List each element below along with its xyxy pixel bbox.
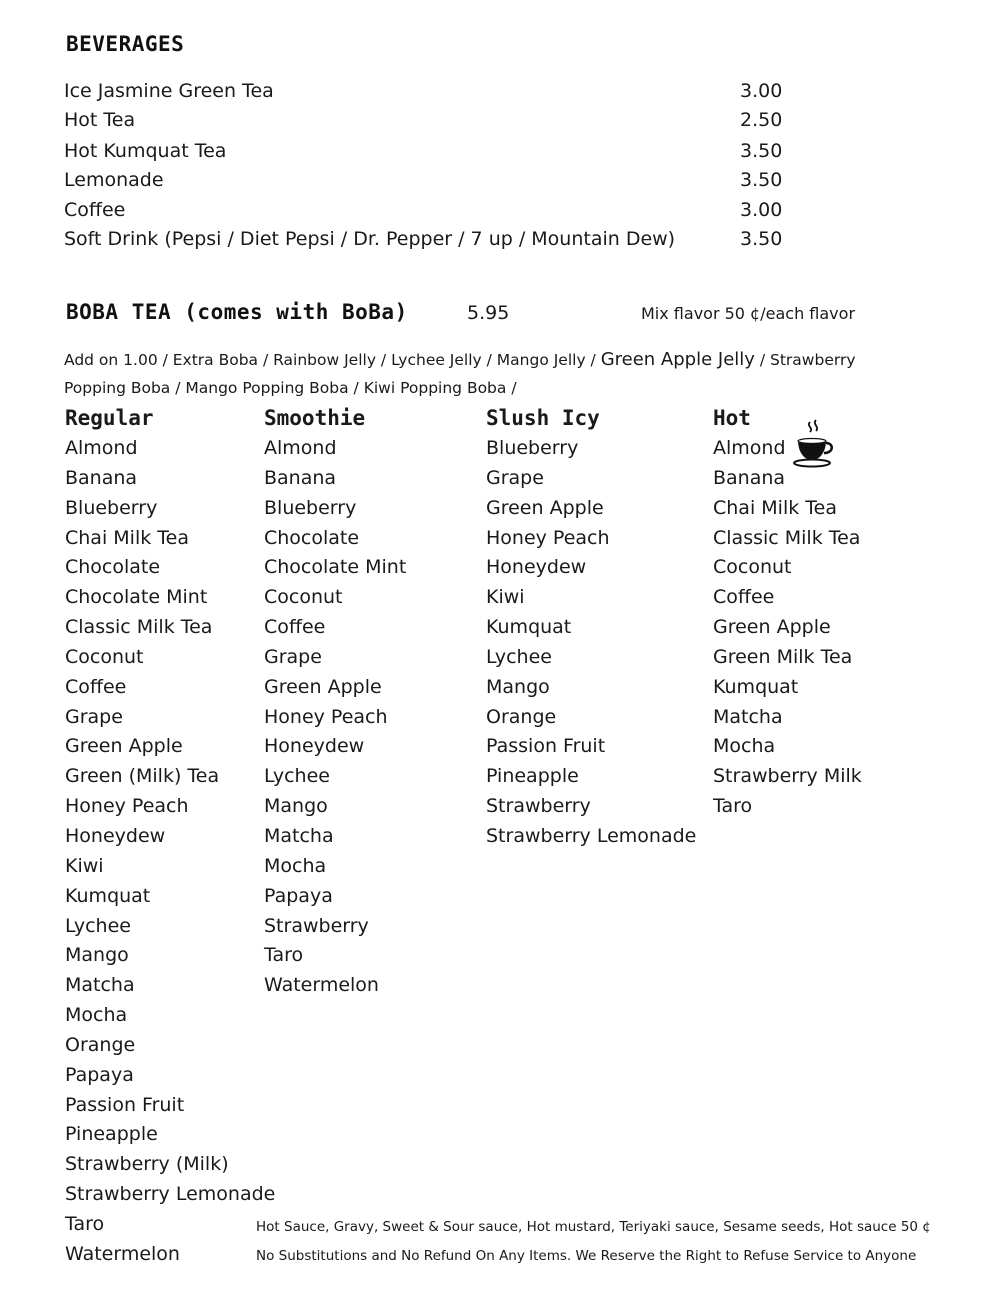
- beverage-price: 3.50: [740, 140, 783, 162]
- list-item: Banana: [264, 466, 337, 489]
- list-item: Lychee: [486, 645, 552, 668]
- list-item: Lychee: [264, 765, 330, 788]
- list-item: [64, 169, 804, 191]
- boba-price: 5.95: [467, 302, 510, 324]
- list-item: Pineapple: [486, 765, 579, 788]
- list-item: Almond: [65, 437, 138, 459]
- flavor-list: [65, 434, 275, 1270]
- list-item: Kiwi: [486, 586, 525, 609]
- list-item: Honeydew: [264, 735, 365, 758]
- beverage-name: Hot Tea: [64, 109, 136, 131]
- list-item: Watermelon: [65, 1242, 180, 1265]
- list-item: Green Apple: [486, 496, 604, 519]
- list-item: Banana: [713, 466, 786, 489]
- list-item: Kumquat: [486, 616, 572, 639]
- flavor-list: [264, 434, 406, 1001]
- hot-column: [713, 404, 862, 822]
- list-item: Coconut: [264, 586, 343, 609]
- beverage-name: Lemonade: [64, 169, 164, 191]
- list-item: Taro: [65, 1212, 105, 1235]
- beverage-name: Hot Kumquat Tea: [64, 140, 227, 162]
- list-item: Matcha: [65, 974, 135, 997]
- list-item: [64, 228, 804, 250]
- list-item: Papaya: [65, 1063, 134, 1086]
- addon-text-emphasis: Green Apple Jelly: [600, 349, 755, 370]
- list-item: Watermelon: [264, 974, 379, 997]
- list-item: Green Apple: [65, 735, 183, 758]
- list-item: Grape: [264, 645, 322, 668]
- column-title: Smoothie: [264, 406, 366, 430]
- list-item: [64, 109, 804, 131]
- flavor-list: [713, 434, 862, 822]
- list-item: Kumquat: [65, 884, 151, 907]
- list-item: Strawberry Lemonade: [65, 1183, 276, 1206]
- mix-flavor-note: Mix flavor 50 ¢/each flavor: [641, 304, 856, 323]
- boba-title: BOBA TEA (comes with BoBa): [66, 300, 408, 324]
- list-item: Almond: [264, 437, 337, 459]
- list-item: Honeydew: [486, 556, 587, 579]
- list-item: Honey Peach: [264, 705, 388, 728]
- beverage-price: 3.50: [740, 169, 783, 191]
- list-item: Chocolate: [264, 526, 360, 549]
- list-item: Orange: [486, 705, 557, 728]
- addon-text: Add on 1.00 / Extra Boba / Rainbow Jelly / Lychee Jelly / Mango Jelly /: [64, 351, 601, 369]
- list-item: Taro: [713, 795, 753, 818]
- beverage-price: 2.50: [740, 109, 783, 131]
- list-item: Chai Milk Tea: [65, 526, 189, 549]
- list-item: Mango: [264, 795, 328, 818]
- list-item: [64, 140, 804, 162]
- list-item: Blueberry: [486, 437, 579, 459]
- beverage-price: 3.00: [740, 80, 783, 102]
- list-item: Classic Milk Tea: [713, 526, 861, 549]
- list-item: Chocolate Mint: [264, 556, 407, 579]
- list-item: Chocolate Mint: [65, 586, 208, 609]
- list-item: Coffee: [65, 675, 127, 698]
- list-item: Mocha: [65, 1004, 128, 1027]
- list-item: Strawberry Lemonade: [486, 824, 697, 847]
- list-item: Passion Fruit: [486, 735, 606, 758]
- list-item: Grape: [486, 466, 544, 489]
- smoothie-column: [264, 404, 406, 1001]
- list-item: Grape: [65, 705, 123, 728]
- column-title: Slush Icy: [486, 406, 600, 430]
- list-item: Matcha: [264, 824, 334, 847]
- list-item: Honey Peach: [65, 795, 189, 818]
- list-item: Strawberry: [264, 914, 369, 937]
- list-item: Blueberry: [65, 496, 158, 519]
- addon-line-1: [64, 349, 856, 370]
- list-item: Strawberry (Milk): [65, 1153, 229, 1176]
- beverage-name: Ice Jasmine Green Tea: [64, 80, 274, 102]
- list-item: Chai Milk Tea: [713, 496, 837, 519]
- sauces-note: Hot Sauce, Gravy, Sweet & Sour sauce, Hot mustard, Teriyaki sauce, Sesame seeds, Hot sauce 50 ¢: [256, 1219, 931, 1235]
- list-item: Coffee: [264, 616, 326, 639]
- beverages-title: BEVERAGES: [66, 32, 185, 56]
- list-item: Banana: [65, 466, 138, 489]
- coffee-cup-icon: [792, 418, 836, 468]
- beverage-name: Soft Drink (Pepsi / Diet Pepsi / Dr. Pepper / 7 up / Mountain Dew): [64, 228, 676, 250]
- flavor-list: [486, 434, 696, 852]
- list-item: Pineapple: [65, 1123, 158, 1146]
- list-item: Chocolate: [65, 556, 161, 579]
- list-item: Green (Milk) Tea: [65, 765, 220, 788]
- list-item: Kumquat: [713, 675, 799, 698]
- column-title: Hot: [713, 406, 751, 430]
- list-item: Mango: [65, 944, 129, 967]
- list-item: Green Apple: [713, 616, 831, 639]
- list-item: Honeydew: [65, 824, 166, 847]
- list-item: Coconut: [713, 556, 792, 579]
- list-item: Almond: [713, 437, 786, 459]
- beverage-name: Coffee: [64, 199, 126, 221]
- list-item: Kiwi: [65, 854, 104, 877]
- list-item: Lychee: [65, 914, 131, 937]
- list-item: Green Apple: [264, 675, 382, 698]
- list-item: Strawberry Milk: [713, 765, 862, 788]
- slush-icy-column: [486, 404, 696, 852]
- list-item: Coffee: [713, 586, 775, 609]
- list-item: Matcha: [713, 705, 783, 728]
- list-item: Taro: [264, 944, 304, 967]
- list-item: Mango: [486, 675, 550, 698]
- list-item: Classic Milk Tea: [65, 616, 213, 639]
- list-item: Blueberry: [264, 496, 357, 519]
- list-item: Coconut: [65, 645, 144, 668]
- beverage-price: 3.00: [740, 199, 783, 221]
- list-item: Orange: [65, 1033, 136, 1056]
- regular-column: [65, 404, 275, 1270]
- beverage-price: 3.50: [740, 228, 783, 250]
- addon-line-2: Popping Boba / Mango Popping Boba / Kiwi Popping Boba /: [64, 379, 517, 397]
- list-item: Mocha: [713, 735, 776, 758]
- list-item: Green Milk Tea: [713, 645, 853, 668]
- addon-text: / Strawberry: [754, 351, 856, 369]
- list-item: Mocha: [264, 854, 327, 877]
- column-title: Regular: [65, 406, 154, 430]
- list-item: [64, 199, 804, 221]
- list-item: Honey Peach: [486, 526, 610, 549]
- list-item: Strawberry: [486, 795, 591, 818]
- list-item: [64, 80, 804, 102]
- list-item: Passion Fruit: [65, 1093, 185, 1116]
- policy-note: No Substitutions and No Refund On Any Items. We Reserve the Right to Refuse Service to Anyone: [256, 1248, 917, 1264]
- list-item: Papaya: [264, 884, 333, 907]
